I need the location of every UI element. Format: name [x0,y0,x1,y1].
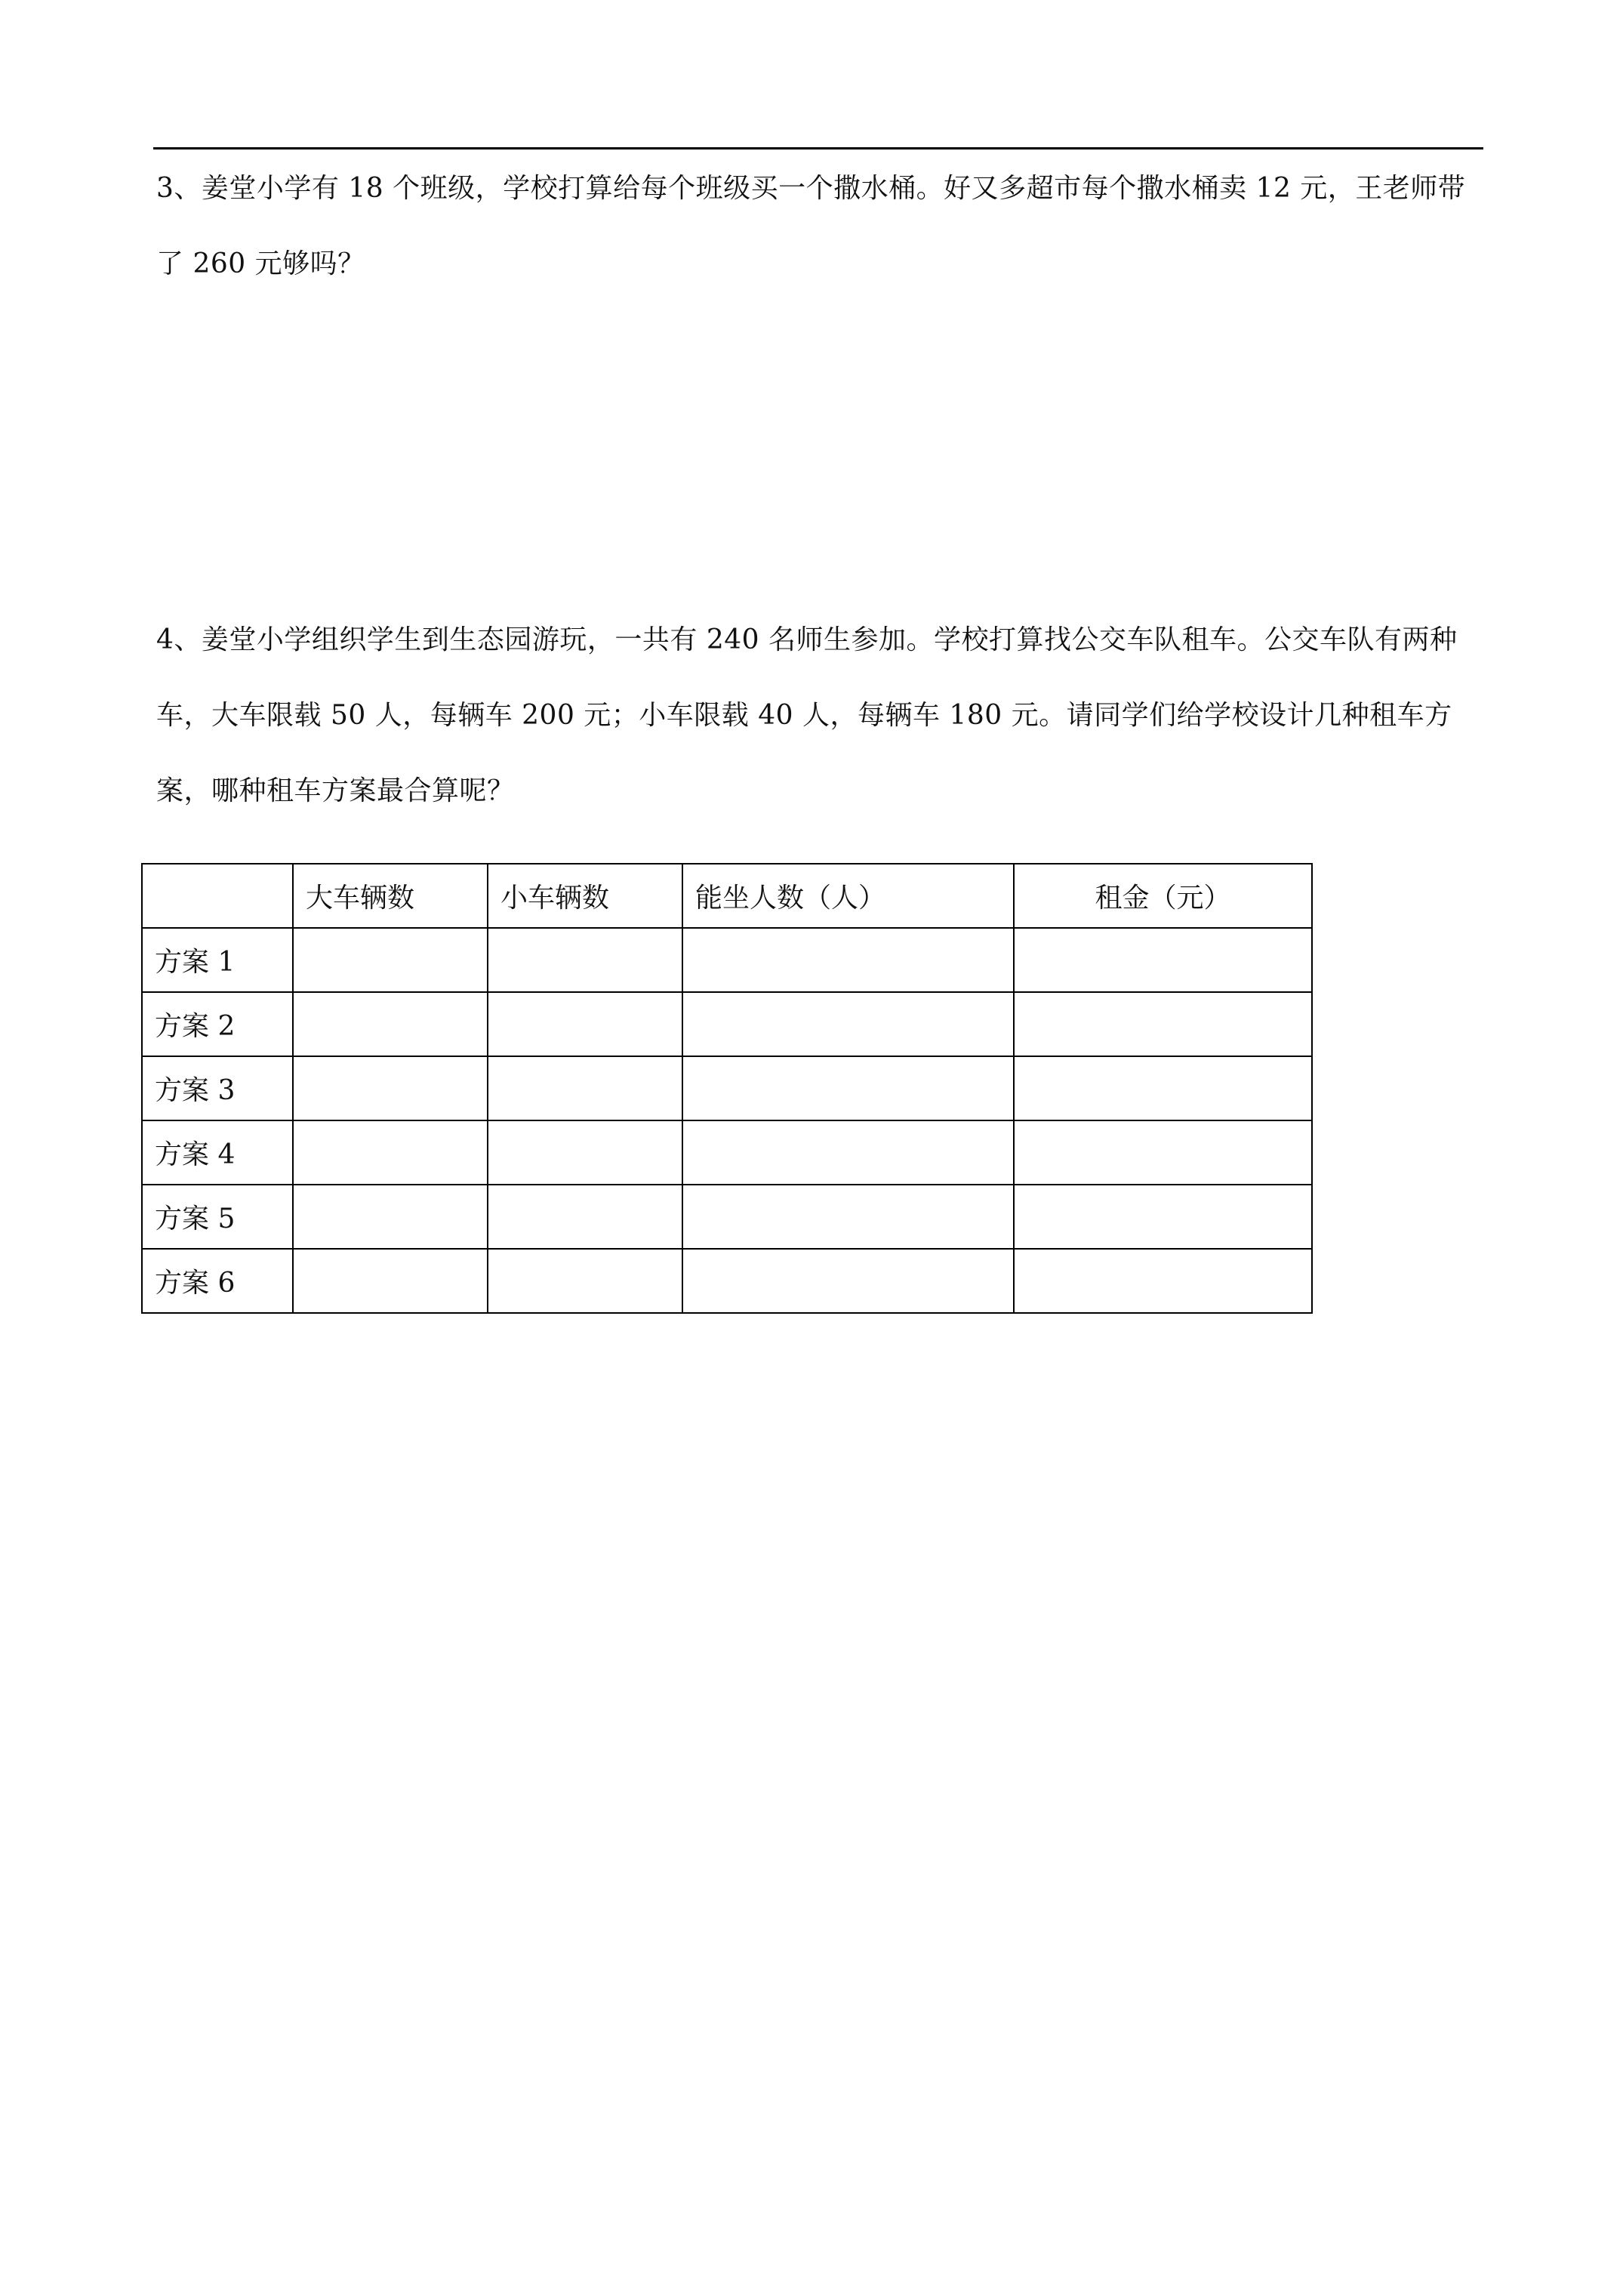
rental-plan-table [141,863,1313,1314]
problem-4-text: 4、姜堂小学组织学生到生态园游玩，一共有 240 名师生参加。学校打算找公交车队租车。公交车队有两种车，大车限载 50 人，每辆车 200 元；小车限载 40 人，每辆车 180 元。请同学们给学校设计几种租车方案，哪种租车方案最合算呢？ [156,624,1458,806]
answer-cell[interactable] [1014,928,1312,992]
answer-cell[interactable] [488,1249,682,1313]
answer-cell[interactable] [293,1185,488,1249]
answer-cell[interactable] [293,1120,488,1185]
answer-cell[interactable] [1014,1056,1312,1120]
answer-cell[interactable] [682,1249,1014,1313]
answer-cell[interactable] [293,1056,488,1120]
plan-label: 方案 1 [142,928,293,992]
answer-cell[interactable] [1014,1185,1312,1249]
header-cell-large-bus-count: 大车辆数 [293,864,488,928]
answer-cell[interactable] [1014,992,1312,1056]
answer-cell[interactable] [682,1185,1014,1249]
plan-label: 方案 4 [142,1120,293,1185]
table-row [142,1056,1312,1120]
answer-cell[interactable] [682,928,1014,992]
answer-cell[interactable] [682,992,1014,1056]
plan-label: 方案 6 [142,1249,293,1313]
answer-cell[interactable] [293,1249,488,1313]
answer-cell[interactable] [1014,1249,1312,1313]
plan-label: 方案 3 [142,1056,293,1120]
answer-cell[interactable] [488,928,682,992]
table-row [142,928,1312,992]
table-header-row [142,864,1312,928]
header-rule [153,147,1483,149]
answer-cell[interactable] [293,928,488,992]
header-cell-small-bus-count: 小车辆数 [488,864,682,928]
table-row [142,992,1312,1056]
answer-cell[interactable] [488,992,682,1056]
plan-label: 方案 5 [142,1185,293,1249]
answer-cell[interactable] [488,1120,682,1185]
answer-cell[interactable] [488,1185,682,1249]
table-row [142,1185,1312,1249]
answer-cell[interactable] [682,1056,1014,1120]
header-cell-rent: 租金（元） [1014,864,1312,928]
answer-cell[interactable] [488,1056,682,1120]
table-row [142,1249,1312,1313]
header-cell-empty [142,864,293,928]
problem-3-text: 3、姜堂小学有 18 个班级，学校打算给每个班级买一个撒水桶。好又多超市每个撒水桶卖 12 元，王老师带了 260 元够吗？ [156,173,1466,279]
answer-cell[interactable] [1014,1120,1312,1185]
header-cell-capacity: 能坐人数（人） [682,864,1014,928]
table-row [142,1120,1312,1185]
answer-cell[interactable] [682,1120,1014,1185]
answer-cell[interactable] [293,992,488,1056]
plan-label: 方案 2 [142,992,293,1056]
